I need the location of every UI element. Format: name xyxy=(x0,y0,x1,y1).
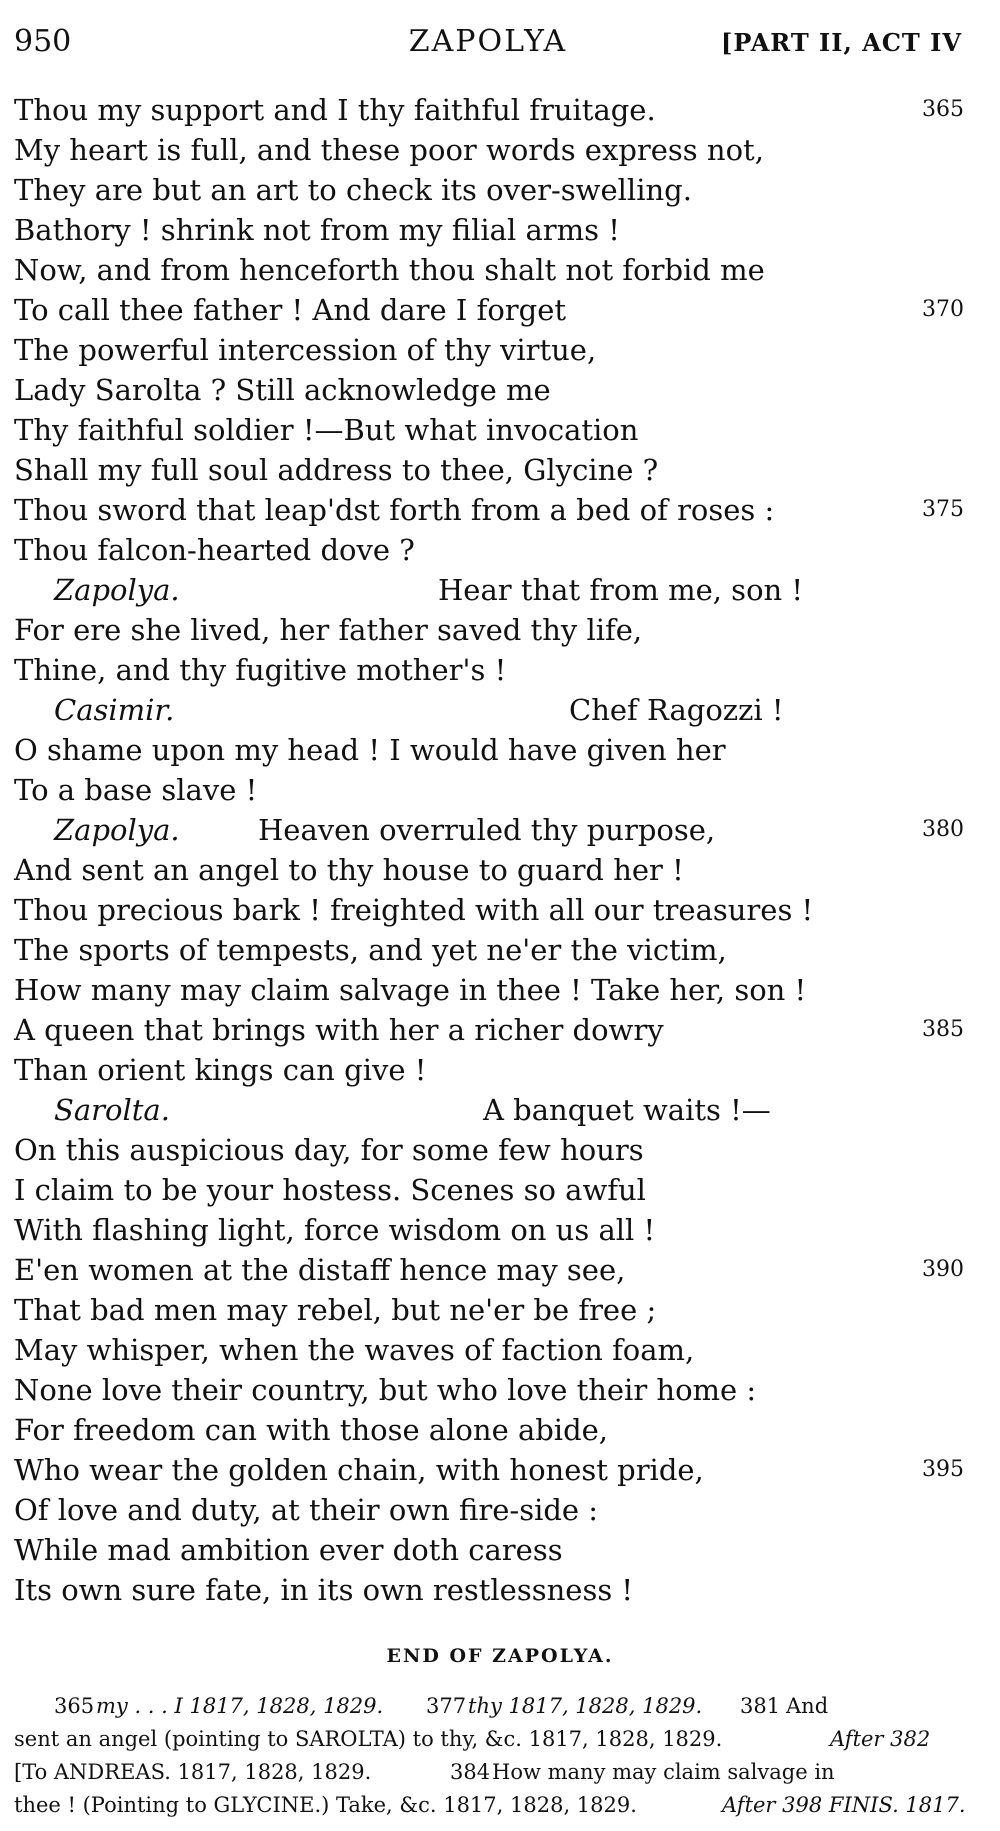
note-number: 377 xyxy=(426,1694,467,1718)
line-text: My heart is full, and these poor words express not, xyxy=(14,133,764,167)
page-number: 950 xyxy=(14,24,72,59)
verse-line xyxy=(14,410,964,450)
verse-line xyxy=(14,1330,964,1370)
line-text: A queen that brings with her a richer dowry xyxy=(14,1013,664,1047)
verse-line xyxy=(14,90,964,130)
verse-line xyxy=(14,1130,964,1170)
line-text: While mad ambition ever doth caress xyxy=(14,1533,563,1567)
verse-line xyxy=(14,970,964,1010)
line-text: O shame upon my head ! I would have given her xyxy=(14,733,726,767)
note-label: After 382 xyxy=(830,1727,931,1751)
line-text: May whisper, when the waves of faction foam, xyxy=(14,1333,695,1367)
verse-line xyxy=(14,490,964,530)
note-number: 384 xyxy=(450,1760,491,1784)
verse-line xyxy=(14,930,964,970)
verse-line xyxy=(14,650,964,690)
verse-line xyxy=(14,610,964,650)
line-text: To a base slave ! xyxy=(14,773,258,807)
verse-line xyxy=(14,250,964,290)
speaker-name: Zapolya. xyxy=(54,813,180,847)
verse-line xyxy=(14,1250,964,1290)
note-text: sent an angel (pointing to SAROLTA) to thy, &c. 1817, 1828, 1829. xyxy=(14,1727,723,1751)
line-text: Heaven overruled thy purpose, xyxy=(258,813,716,847)
verse-line xyxy=(14,1490,964,1530)
line-text: Thy faithful soldier !—But what invocation xyxy=(14,413,639,447)
line-text: Hear that from me, son ! xyxy=(438,573,804,607)
line-number: 390 xyxy=(922,1257,964,1282)
line-text: To call thee father ! And dare I forget xyxy=(14,293,567,327)
speaker-line xyxy=(14,690,964,730)
line-text: Of love and duty, at their own fire-side : xyxy=(14,1493,599,1527)
line-number: 375 xyxy=(922,497,964,522)
note-line xyxy=(14,1756,974,1789)
line-text: Shall my full soul address to thee, Glycine ? xyxy=(14,453,659,487)
note-text: my . . . I 1817, 1828, 1829. xyxy=(96,1694,384,1718)
verse-line xyxy=(14,370,964,410)
verse-line xyxy=(14,290,964,330)
line-text: Lady Sarolta ? Still acknowledge me xyxy=(14,373,551,407)
verse-line xyxy=(14,530,964,570)
textual-notes xyxy=(14,1690,974,1822)
verse-line xyxy=(14,1290,964,1330)
line-text: How many may claim salvage in thee ! Take her, son ! xyxy=(14,973,807,1007)
speaker-name: Zapolya. xyxy=(54,573,180,607)
line-text: Its own sure fate, in its own restlessness ! xyxy=(14,1573,634,1607)
line-text: Thou falcon-hearted dove ? xyxy=(14,533,415,567)
line-number: 395 xyxy=(922,1457,964,1482)
note-number: 365 xyxy=(54,1694,95,1718)
speaker-line xyxy=(14,810,964,850)
line-number: 365 xyxy=(922,97,964,122)
speaker-name: Casimir. xyxy=(54,693,175,727)
note-text: [To ANDREAS. 1817, 1828, 1829. xyxy=(14,1760,372,1784)
speaker-line xyxy=(14,1090,964,1130)
note-line xyxy=(14,1690,974,1723)
note-line xyxy=(14,1789,974,1822)
line-text: Thine, and thy fugitive mother's ! xyxy=(14,653,507,687)
line-text: Bathory ! shrink not from my filial arms ! xyxy=(14,213,620,247)
verse-line xyxy=(14,1170,964,1210)
line-text: For ere she lived, her father saved thy life, xyxy=(14,613,643,647)
line-text: With flashing light, force wisdom on us all ! xyxy=(14,1213,656,1247)
verse-line xyxy=(14,210,964,250)
verse-line xyxy=(14,170,964,210)
speaker-name: Sarolta. xyxy=(54,1093,170,1127)
line-text: Thou precious bark ! freighted with all our treasures ! xyxy=(14,893,814,927)
page-title: ZAPOLYA xyxy=(408,24,568,59)
end-title: END OF ZAPOLYA. xyxy=(386,1645,614,1667)
line-text: I claim to be your hostess. Scenes so awful xyxy=(14,1173,646,1207)
line-text: Thou sword that leap'dst forth from a bed of roses : xyxy=(14,493,775,527)
line-text: For freedom can with those alone abide, xyxy=(14,1413,609,1447)
verse-line xyxy=(14,1210,964,1250)
line-number: 370 xyxy=(922,297,964,322)
line-text: Now, and from henceforth thou shalt not forbid me xyxy=(14,253,765,287)
verse-line xyxy=(14,770,964,810)
line-text: They are but an art to check its over-swelling. xyxy=(14,173,692,207)
verse-line xyxy=(14,1530,964,1570)
line-text: None love their country, but who love their home : xyxy=(14,1373,757,1407)
note-text: After 398 FINIS. 1817. xyxy=(722,1793,966,1817)
verse-line xyxy=(14,730,964,770)
verse-line xyxy=(14,130,964,170)
verse-line xyxy=(14,330,964,370)
line-number: 380 xyxy=(922,817,964,842)
line-text: Who wear the golden chain, with honest pride, xyxy=(14,1453,704,1487)
line-text: And sent an angel to thy house to guard her ! xyxy=(14,853,684,887)
note-text: How many may claim salvage in xyxy=(492,1760,835,1784)
verse-line xyxy=(14,1370,964,1410)
note-line xyxy=(14,1723,974,1756)
verse-line xyxy=(14,450,964,490)
line-text: On this auspicious day, for some few hours xyxy=(14,1133,644,1167)
line-text: Thou my support and I thy faithful fruitage. xyxy=(14,93,656,127)
note-text: And xyxy=(786,1694,829,1718)
note-text: thy 1817, 1828, 1829. xyxy=(468,1694,703,1718)
line-text: Chef Ragozzi ! xyxy=(569,693,784,727)
running-header xyxy=(14,20,962,70)
line-text: That bad men may rebel, but ne'er be free ; xyxy=(14,1293,657,1327)
verse-line xyxy=(14,850,964,890)
line-number: 385 xyxy=(922,1017,964,1042)
verse-line xyxy=(14,1410,964,1450)
line-text: The sports of tempests, and yet ne'er the victim, xyxy=(14,933,727,967)
line-text: Than orient kings can give ! xyxy=(14,1053,427,1087)
speaker-line xyxy=(14,570,964,610)
note-text: thee ! (Pointing to GLYCINE.) Take, &c. 1817, 1828, 1829. xyxy=(14,1793,637,1817)
verse-line xyxy=(14,1450,964,1490)
part-act-label: [PART II, ACT IV xyxy=(721,28,962,57)
verse-line xyxy=(14,1570,964,1610)
note-number: 381 xyxy=(740,1694,781,1718)
verse-line xyxy=(14,1050,964,1090)
line-text: E'en women at the distaff hence may see, xyxy=(14,1253,626,1287)
verse-text xyxy=(14,90,964,1610)
line-text: The powerful intercession of thy virtue, xyxy=(14,333,597,367)
line-text: A banquet waits !— xyxy=(483,1093,771,1127)
verse-line xyxy=(14,890,964,930)
verse-line xyxy=(14,1010,964,1050)
